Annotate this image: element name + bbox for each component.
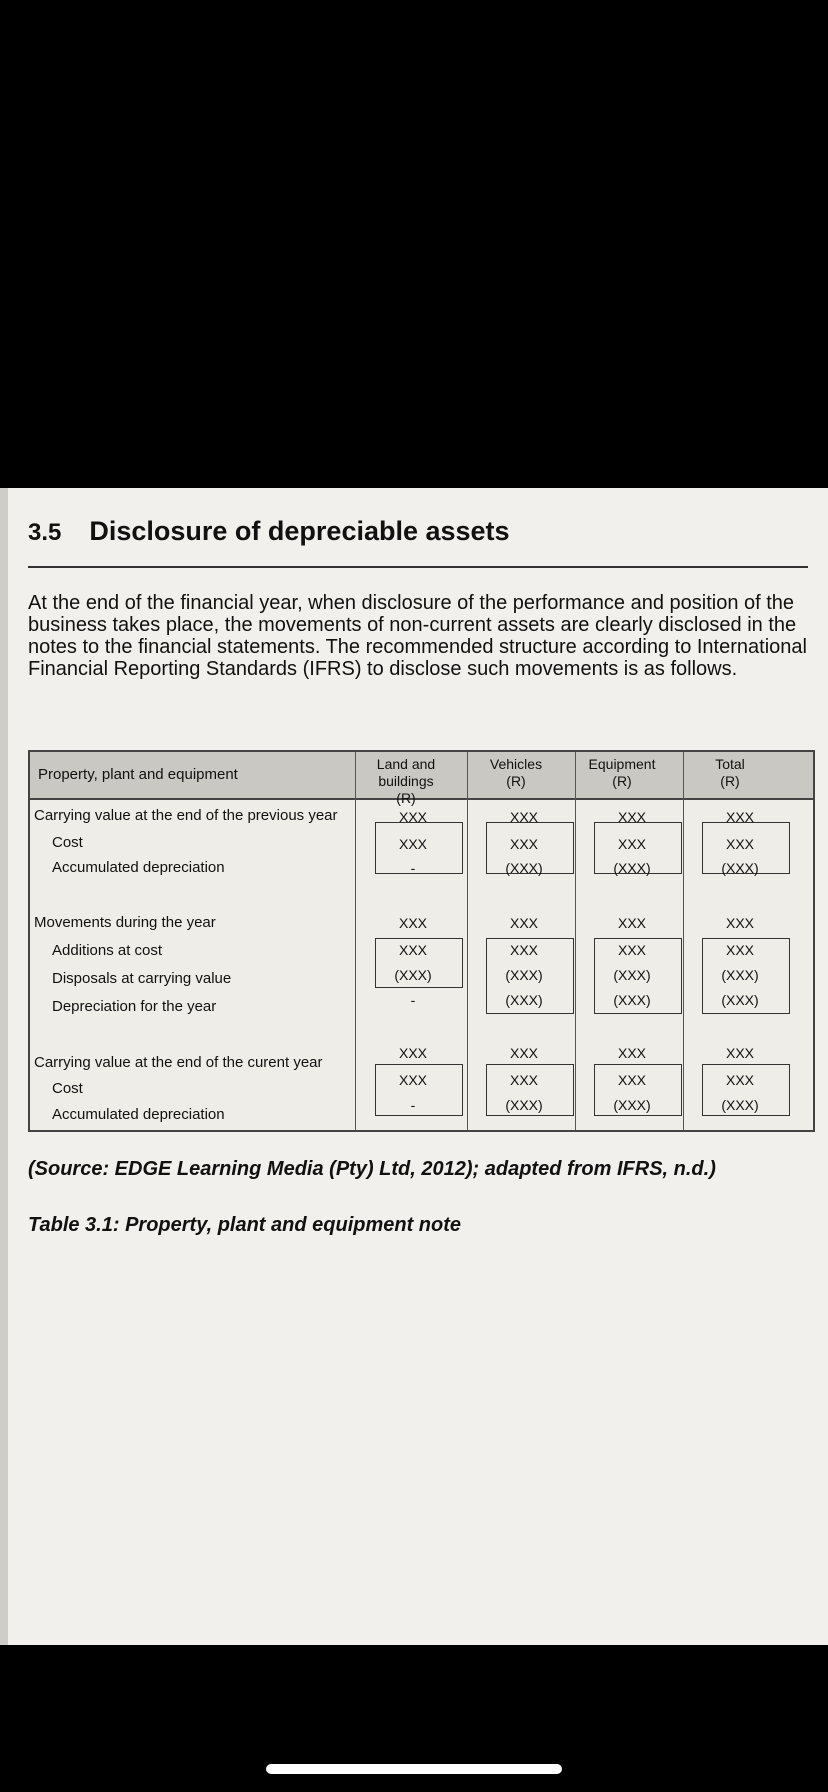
table-cell: XXX [398, 1072, 427, 1088]
col-total-label: Total [715, 756, 745, 772]
table-cell: (XXX) [505, 860, 543, 876]
column-divider [575, 752, 576, 1130]
row-label: Carrying value at the end of the curent year [34, 1054, 323, 1071]
row-label: Depreciation for the year [52, 998, 217, 1015]
table-cell: XXX [617, 1045, 646, 1061]
table-cell: (XXX) [394, 967, 432, 983]
table-cell: XXX [617, 915, 646, 931]
col-land-buildings [354, 756, 458, 807]
intro-paragraph: At the end of the financial year, when disclosure of the performance and position of the business takes place, the movements of non-current assets are clearly disclosed in the notes to the financial statements. The recommended structure according to International Financial Reporting Standards (IFRS) to disclose such movements is as follows. [28, 592, 807, 680]
table-cell: XXX [509, 809, 538, 825]
table-cell: - [410, 860, 416, 876]
col-equipment [572, 756, 672, 790]
table-cell: XXX [725, 1072, 754, 1088]
table-cell: XXX [725, 942, 754, 958]
row-label: Movements during the year [34, 914, 216, 931]
row-label: Carrying value at the end of the previous year [34, 807, 338, 824]
table-cell: (XXX) [613, 1097, 651, 1113]
table-cell: XXX [509, 942, 538, 958]
table-cell: XXX [725, 836, 754, 852]
table-cell: XXX [398, 942, 427, 958]
col-vehicles [466, 756, 566, 790]
section-number: 3.5 [28, 519, 62, 546]
table-cell: XXX [509, 1045, 538, 1061]
home-indicator[interactable] [266, 1764, 562, 1774]
section-heading [28, 516, 510, 547]
table-cell: (XXX) [613, 860, 651, 876]
table-cell: XXX [617, 809, 646, 825]
col-equipment-unit: (R) [612, 773, 632, 789]
header-title: Property, plant and equipment [38, 766, 238, 783]
row-label: Accumulated depreciation [52, 1106, 225, 1123]
table-cell: - [410, 1097, 416, 1113]
col-total [680, 756, 780, 790]
table-cell: XXX [617, 942, 646, 958]
col-land-buildings-unit: (R) [396, 790, 416, 806]
table-cell: XXX [398, 1045, 427, 1061]
table-caption: Table 3.1: Property, plant and equipment note [28, 1214, 462, 1236]
table-cell: XXX [398, 915, 427, 931]
table-header [30, 752, 813, 806]
table-cell: (XXX) [613, 992, 651, 1008]
row-label: Cost [52, 1080, 83, 1097]
table-cell: (XXX) [721, 860, 759, 876]
row-label: Additions at cost [52, 942, 163, 959]
table-cell: (XXX) [721, 967, 759, 983]
col-equipment-label: Equipment [588, 756, 656, 772]
table-cell: XXX [509, 915, 538, 931]
col-vehicles-label: Vehicles [489, 756, 543, 772]
book-page [0, 488, 828, 1645]
col-vehicles-unit: (R) [506, 773, 526, 789]
table-cell: - [410, 992, 416, 1008]
table-cell: XXX [725, 915, 754, 931]
ppe-note-table [28, 750, 815, 1132]
table-cell: (XXX) [613, 967, 651, 983]
row-label: Cost [52, 834, 83, 851]
column-divider [467, 752, 468, 1130]
table-cell: XXX [398, 809, 427, 825]
table-cell: (XXX) [505, 1097, 543, 1113]
table-cell: XXX [398, 836, 427, 852]
table-cell: (XXX) [505, 992, 543, 1008]
column-divider [355, 752, 356, 1130]
col-total-unit: (R) [720, 773, 740, 789]
table-cell: XXX [725, 1045, 754, 1061]
table-cell: XXX [725, 809, 754, 825]
table-cell: XXX [617, 836, 646, 852]
row-label: Accumulated depreciation [52, 859, 225, 876]
heading-rule [28, 566, 808, 568]
table-cell: (XXX) [721, 992, 759, 1008]
row-label: Disposals at carrying value [52, 970, 232, 987]
col-land-buildings-label: Land and buildings [376, 756, 436, 789]
table-cell: (XXX) [505, 967, 543, 983]
source-note: (Source: EDGE Learning Media (Pty) Ltd, 2012); adapted from IFRS, n.d.) [28, 1158, 716, 1180]
table-cell: XXX [509, 836, 538, 852]
table-cell: (XXX) [721, 1097, 759, 1113]
column-divider [683, 752, 684, 1130]
page-edge [0, 488, 8, 1645]
section-title: Disclosure of depreciable assets [89, 516, 510, 546]
table-cell: XXX [617, 1072, 646, 1088]
table-cell: XXX [509, 1072, 538, 1088]
